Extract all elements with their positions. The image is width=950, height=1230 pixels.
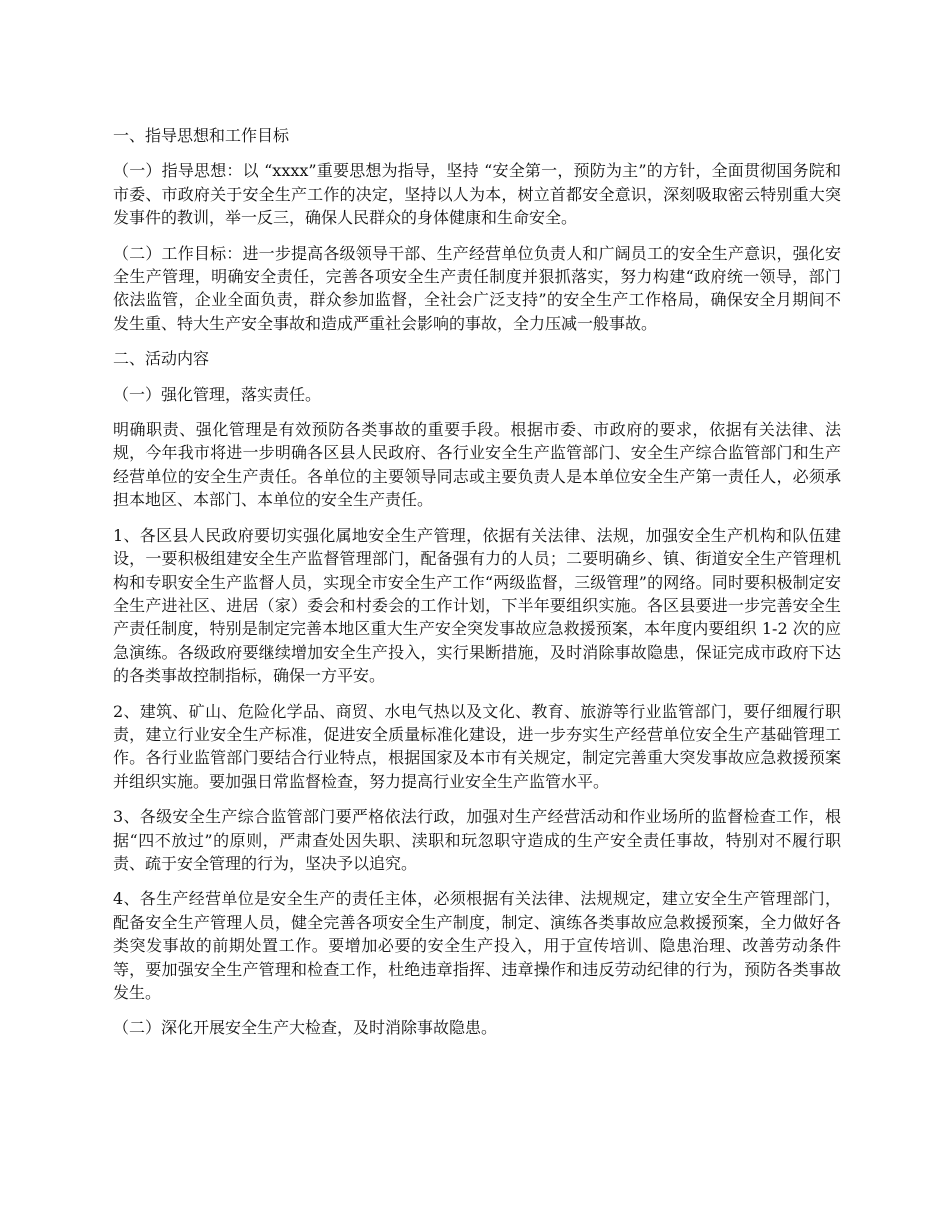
paragraph-responsibilities: 明确职责、强化管理是有效预防各类事故的重要手段。根据市委、市政府的要求，依据有关法律、法规，今年我市将进一步明确各区县人民政府、各行业安全生产监管部门、安全生产综合监管部门和生产经营单位的安全生产责任。各单位的主要领导同志或主要负责人是本单位安全生产第一责任人，必须承担本地区、本部门、本单位的安全生产责任。 [113,420,841,510]
list-item-2: 2、建筑、矿山、危险化学品、商贸、水电气热以及文化、教育、旅游等行业监管部门，要仔细履行职责，建立行业安全生产标准，促进安全质量标准化建设，进一步夯实生产经营单位安全生产基础管理工作。各行业监管部门要结合行业特点，根据国家及本市有关规定，制定完善重大突发事故应急救援预案并组织实施。要加强日常监督检查，努力提高行业安全生产监管水平。 [113,701,841,791]
list-item-4: 4、各生产经营单位是安全生产的责任主体，必须根据有关法律、法规规定，建立安全生产管理部门，配备安全生产管理人员，健全完善各项安全生产制度，制定、演练各类事故应急救援预案，全力做好各类突发事故的前期处置工作。要增加必要的安全生产投入，用于宣传培训、隐患治理、改善劳动条件等，要加强安全生产管理和检查工作，杜绝违章指挥、违章操作和违反劳动纪律的行为，预防各类事故发生。 [113,889,841,1002]
document-body [113,124,841,1052]
section-heading-activities: 二、活动内容 [113,349,210,369]
subheading-safety-inspection: （二）深化开展安全生产大检查，及时消除事故隐患。 [113,1018,498,1038]
paragraph-work-goal: （二）工作目标：进一步提高各级领导干部、生产经营单位负责人和广阔员工的安全生产意识，强化安全生产管理，明确安全责任，完善各项安全生产责任制度并狠抓落实，努力构建“政府统一领导，部门依法监管，企业全面负责，群众参加监督，全社会广泛支持”的安全生产工作格局，确保安全月期间不发生重、特大生产安全事故和造成严重社会影响的事故，全力压减一般事故。 [113,243,841,333]
list-item-1: 1、各区县人民政府要切实强化属地安全生产管理，依据有关法律、法规，加强安全生产机构和队伍建设，一要积极组建安全生产监督管理部门，配备强有力的人员；二要明确乡、镇、街道安全生产管理机构和专职安全生产监督人员，实现全市安全生产工作“两级监督，三级管理”的网络。同时要积极制定安全生产进社区、进居（家）委会和村委会的工作计划，下半年要组织实施。各区县要进一步完善安全生产责任制度，特别是制定完善本地区重大生产安全突发事故应急救援预案，本年度内要组织 1-2 次的应急演练。各级政府要继续增加安全生产投入，实行果断措施，及时消除事故隐患，保证完成市政府下达的各类事故控制指标，确保一方平安。 [113,525,841,686]
paragraph-guiding-thought: （一）指导思想：以 “xxxx”重要思想为指导，坚持 “安全第一，预防为主”的方针，全面贯彻国务院和市委、市政府关于安全生产工作的决定，坚持以人为本，树立首都安全意识，深刻吸取密云特别重大突发事件的教训，举一反三，确保人民群众的身体健康和生命安全。 [113,161,841,228]
section-heading-guiding-thought: 一、指导思想和工作目标 [113,126,290,145]
subheading-strengthen-management: （一）强化管理，落实责任。 [113,384,322,404]
list-item-3: 3、各级安全生产综合监管部门要严格依法行政，加强对生产经营活动和作业场所的监督检查工作，根据“四不放过”的原则，严肃查处因失职、渎职和玩忽职守造成的生产安全责任事故，特别对不履行职责、疏于安全管理的行为，坚决予以追究。 [113,807,841,873]
